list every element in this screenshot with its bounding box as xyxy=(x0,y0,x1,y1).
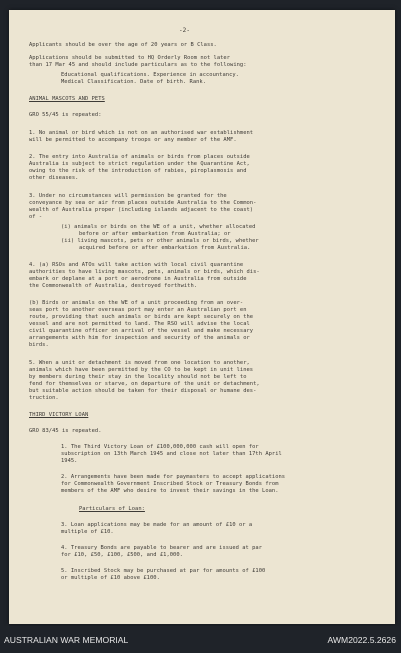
text-line: wealth of Australia proper (including islands adjacent to the coast) xyxy=(29,207,254,213)
text-line: Applications should be submitted to HQ Orderly Room not later xyxy=(29,55,231,61)
text-line: 2. The entry into Australia of animals or birds from places outside xyxy=(29,154,250,160)
text-line: authorities to have living mascots, pets, animals or birds, which dis- xyxy=(29,269,260,275)
text-line: civil quarantine officer on arrival of the vessel and make necessary xyxy=(29,328,254,334)
text-line: truction. xyxy=(29,395,59,401)
text-line: animals which have been permitted by the CO to be kept in unit lines xyxy=(29,367,254,373)
text-line: seas port to another overseas port may enter an Australian port en xyxy=(29,307,247,313)
text-line: for Commonwealth Government Inscribed Stock or Treasury Bonds from xyxy=(61,481,279,487)
text-line: Applicants should be over the age of 20 years or B Class. xyxy=(29,42,217,48)
text-line: embark or deplane at a port or aerodrome in Australia from outside xyxy=(29,276,247,282)
text-line: of - xyxy=(29,214,43,220)
text-line: but suitable action should be taken for their disposal or humane des- xyxy=(29,388,257,394)
text-line: 5. When a unit or detachment is moved from one location to another, xyxy=(29,360,250,366)
text-line: (ii) living mascots, pets or other animals or birds, whether xyxy=(61,238,259,244)
text-line: birds. xyxy=(29,342,49,348)
text-line: before or after embarkation from Australia; or xyxy=(79,231,231,237)
institution-label: AUSTRALIAN WAR MEMORIAL xyxy=(4,635,129,645)
accession-number: AWM2022.5.2626 xyxy=(327,635,396,645)
text-line: 3. Loan applications may be made for an amount of £10 or a xyxy=(61,522,253,528)
text-line: (b) Birds or animals on the WE of a unit proceeding from an over- xyxy=(29,300,244,306)
text-line: or multiple of £10 above £100. xyxy=(61,575,160,581)
text-line: arrangements with him for inspection and security of the animals or xyxy=(29,335,250,341)
text-line: GRO 83/45 is repeated. xyxy=(29,428,102,434)
text-line: route, providing that such animals or birds are kept securely on the xyxy=(29,314,254,320)
text-line: 1. The Third Victory Loan of £100,000,000 cash will open for xyxy=(61,444,259,450)
text-line: 4. Treasury Bonds are payable to bearer and are issued at par xyxy=(61,545,263,551)
text-line: Medical Classification. Date of birth. Rank. xyxy=(61,79,206,85)
text-line: than 17 Mar 45 and should include particulars as to the following: xyxy=(29,62,247,68)
text-line: will be permitted to accompany troops or any member of the AMF. xyxy=(29,137,237,143)
text-line: 5. Inscribed Stock may be purchased at par for amounts of £100 xyxy=(61,568,266,574)
text-line: 4. (a) RSOs and ATOs will take action with local civil quarantine xyxy=(29,262,244,268)
page-number: -2- xyxy=(179,27,190,34)
text-line: fend for themselves or starve, on departure of the unit or detachment, xyxy=(29,381,260,387)
text-line: acquired before or after embarkation from Australia. xyxy=(79,245,251,251)
text-line: 3. Under no circumstances will permission be granted for the xyxy=(29,193,227,199)
text-line: 1. No animal or bird which is not on an authorised war establishment xyxy=(29,130,254,136)
text-line: for £10, £50, £100, £500, and £1,000. xyxy=(61,552,183,558)
text-line: owing to the risk of the introduction of rabies, piroplasmosis and xyxy=(29,168,247,174)
text-line: 1945. xyxy=(61,458,78,464)
section-heading: ANIMAL MASCOTS AND PETS xyxy=(29,96,105,102)
text-line: conveyance by sea or air from places outside Australia to the Common- xyxy=(29,200,257,206)
document-page xyxy=(9,10,395,624)
text-line: 2. Arrangements have been made for paymasters to accept applications xyxy=(61,474,286,480)
text-line: (i) animals or birds on the WE of a unit, whether allocated xyxy=(61,224,256,230)
text-line: Educational qualifications. Experience in accountancy. xyxy=(61,72,239,78)
section-heading: THIRD VICTORY LOAN xyxy=(29,412,89,418)
text-line: members of the AMF who desire to invest their savings in the Loan. xyxy=(61,488,279,494)
text-line: Australia is subject to strict regulation under the Quarantine Act, xyxy=(29,161,250,167)
text-line: vessel and are not permitted to land. The RSO will advise the local xyxy=(29,321,250,327)
text-line: by members during their stay in the locality should not be left to xyxy=(29,374,247,380)
text-line: GRO 55/45 is repeated: xyxy=(29,112,102,118)
archive-footer-bar xyxy=(0,626,401,653)
subheading: Particulars of Loan: xyxy=(79,506,145,512)
text-line: the Commonwealth of Australia, destroyed forthwith. xyxy=(29,283,198,289)
text-line: multiple of £10. xyxy=(61,529,114,535)
text-line: subscription on 13th March 1945 and close not later than 17th April xyxy=(61,451,282,457)
text-line: other diseases. xyxy=(29,175,79,181)
